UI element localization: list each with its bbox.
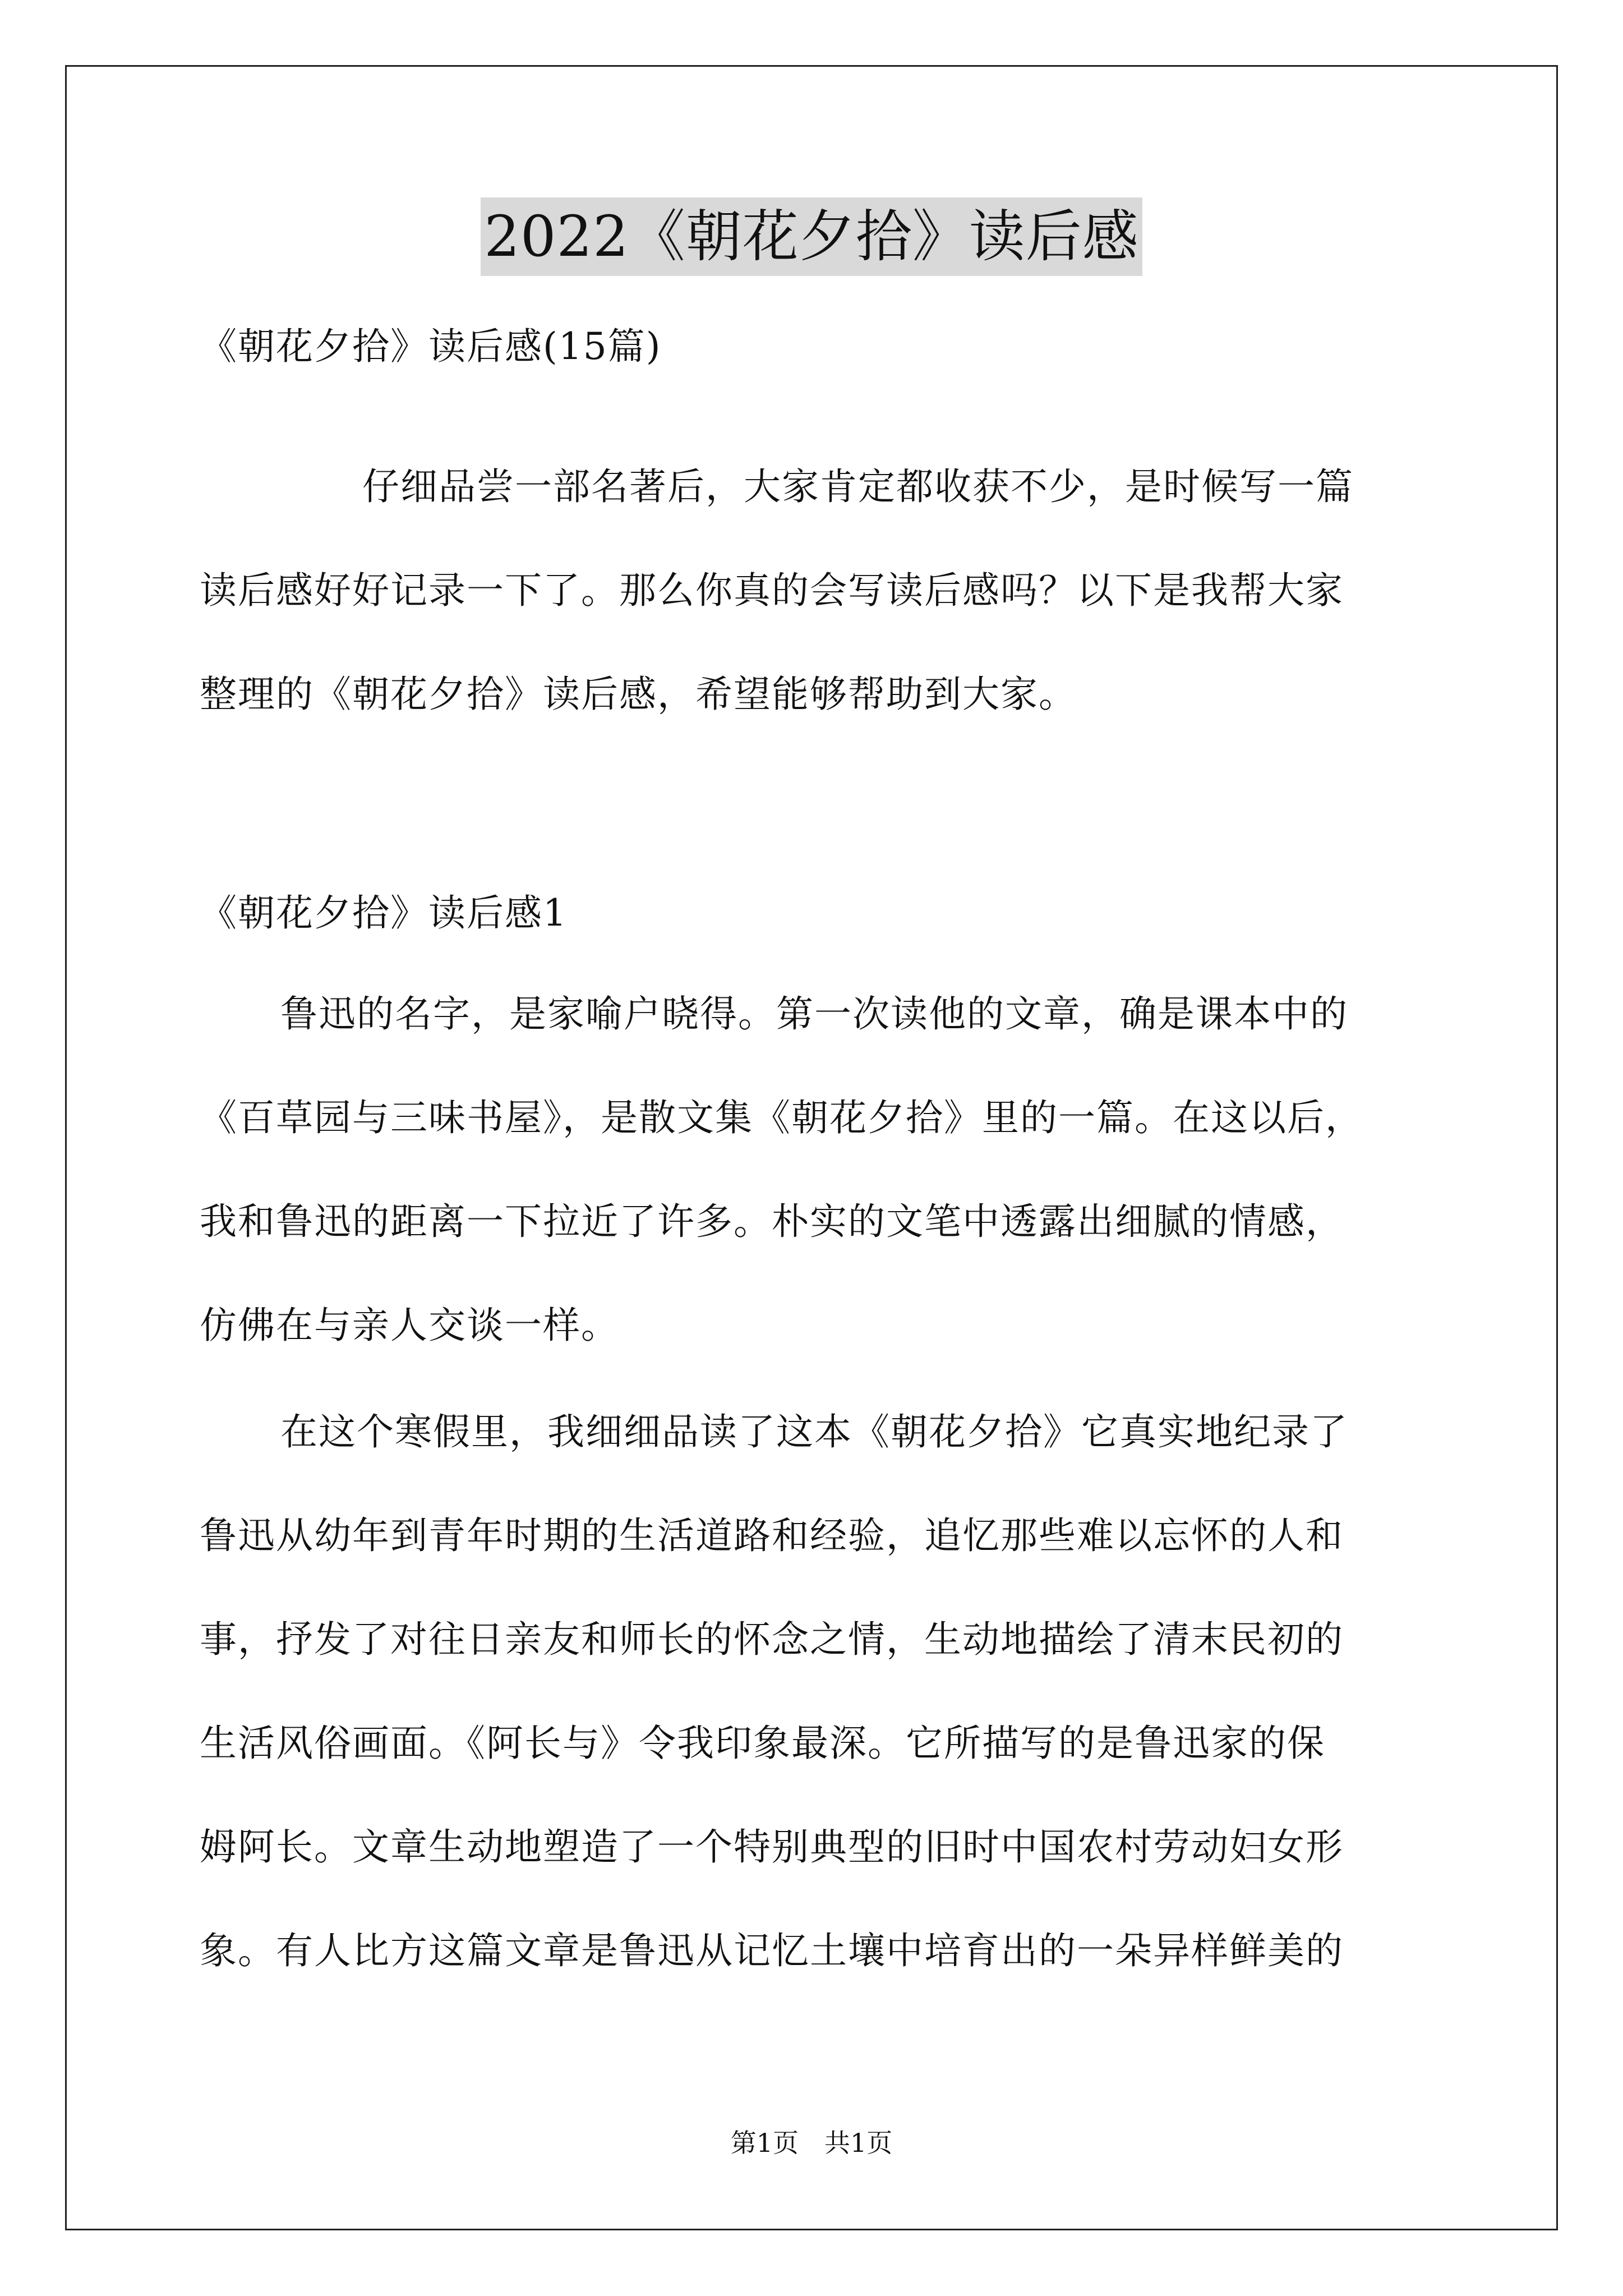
paragraph-line: 《百草园与三味书屋》，是散文集《朝花夕拾》里的一篇。在这以后， bbox=[200, 1096, 1363, 1139]
paragraph-line: 事，抒发了对往日亲友和师长的怀念之情，生动地描绘了清末民初的 bbox=[200, 1618, 1344, 1661]
page-number-footer: 第1页 共1页 bbox=[730, 2128, 893, 2158]
paragraph-line: 在这个寒假里，我细细品读了这本《朝花夕拾》它真实地纪录了 bbox=[280, 1410, 1348, 1453]
intro-line: 仔细品尝一部名著后，大家肯定都收获不少，是时候写一篇 bbox=[362, 465, 1354, 508]
intro-line: 读后感好好记录一下了。那么你真的会写读后感吗？以下是我帮大家 bbox=[200, 569, 1344, 612]
section-heading: 《朝花夕拾》读后感1 bbox=[200, 891, 568, 935]
intro-line: 整理的《朝花夕拾》读后感，希望能够帮助到大家。 bbox=[200, 673, 1077, 716]
document-title: 2022《朝花夕拾》读后感 bbox=[481, 197, 1142, 276]
paragraph-line: 姆阿长。文章生动地塑造了一个特别典型的旧时中国农村劳动妇女形 bbox=[200, 1825, 1344, 1869]
paragraph-line: 鲁迅的名字，是家喻户晓得。第一次读他的文章，确是课本中的 bbox=[280, 992, 1348, 1036]
paragraph-line: 仿佛在与亲人交谈一样。 bbox=[200, 1304, 619, 1347]
page-border bbox=[65, 65, 1558, 2230]
document-subtitle: 《朝花夕拾》读后感(15篇) bbox=[200, 325, 662, 368]
paragraph-line: 鲁迅从幼年到青年时期的生活道路和经验，追忆那些难以忘怀的人和 bbox=[200, 1514, 1344, 1557]
paragraph-line: 我和鲁迅的距离一下拉近了许多。朴实的文笔中透露出细腻的情感， bbox=[200, 1200, 1344, 1243]
title-container bbox=[0, 197, 1623, 276]
paragraph-line: 生活风俗画面。《阿长与》令我印象最深。它所描写的是鲁迅家的保 bbox=[200, 1722, 1325, 1765]
paragraph-line: 象。有人比方这篇文章是鲁迅从记忆土壤中培育出的一朵异样鲜美的 bbox=[200, 1929, 1344, 1972]
